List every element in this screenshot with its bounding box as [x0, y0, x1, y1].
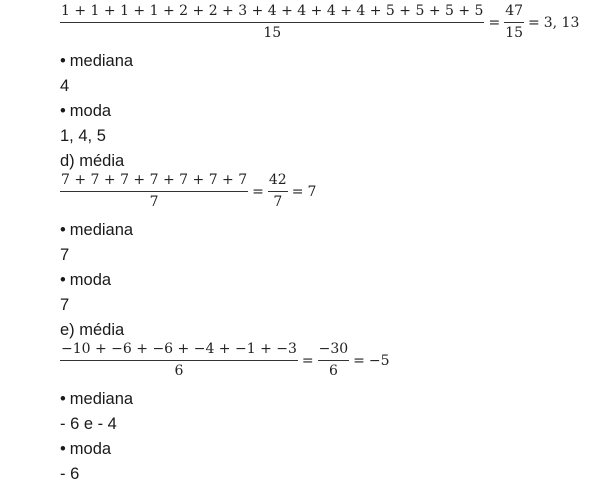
e-result-denominator: 6: [328, 363, 338, 379]
bullet: •: [60, 221, 66, 239]
solution-page: [60, 0, 602, 494]
bullet: •: [60, 52, 66, 70]
c-mean-equation: [60, 3, 579, 42]
e-mean-fraction: [60, 341, 298, 380]
bullet: •: [60, 440, 66, 458]
d-result-numerator: 42: [268, 172, 288, 192]
d-mode-label: moda: [69, 271, 112, 289]
d-equals-1: =: [252, 183, 264, 200]
e-result-fraction: [318, 341, 350, 380]
bullet: •: [60, 390, 66, 408]
c-mode-label-line: [60, 101, 111, 121]
e-mean-numerator: −10 + −6 + −6 + −4 + −1 + −3: [60, 341, 298, 361]
d-equals-2: =: [291, 183, 304, 200]
c-equals-1: =: [488, 14, 501, 31]
d-heading: d) média: [60, 152, 125, 170]
c-median-value: 4: [60, 77, 70, 95]
c-result-fraction: [504, 3, 524, 42]
e-median-label-line: [60, 389, 133, 409]
c-result-numerator: 47: [504, 3, 524, 23]
c-mode-label: moda: [69, 102, 112, 120]
c-mean-fraction: [60, 3, 484, 42]
c-mean-numerator: 1 + 1 + 1 + 1 + 2 + 2 + 3 + 4 + 4 + 4 + 4 + 5 + 5 + 5 + 5: [60, 3, 484, 23]
e-equals-2: =: [353, 352, 365, 369]
e-equals-1: =: [301, 352, 314, 369]
c-mean-denominator: 15: [263, 25, 282, 41]
e-mode-value: - 6: [60, 465, 80, 483]
e-median-value: - 6 e - 4: [60, 415, 117, 433]
e-result-numerator: −30: [318, 341, 350, 361]
e-mean-equation: [60, 341, 390, 380]
c-median-label-line: [60, 51, 133, 71]
e-mean-denominator: 6: [174, 363, 184, 379]
d-mode-value: 7: [60, 296, 70, 314]
d-mean-numerator: 7 + 7 + 7 + 7 + 7 + 7 + 7: [60, 172, 248, 192]
d-median-label: mediana: [69, 221, 134, 239]
c-median-label: mediana: [69, 52, 134, 70]
c-equals-2: =: [528, 14, 540, 31]
bullet: •: [60, 271, 66, 289]
d-mean-result: 7: [307, 183, 317, 200]
c-mean-result: 3, 13: [543, 14, 580, 31]
d-median-label-line: [60, 220, 133, 240]
d-median-value: 7: [60, 246, 70, 264]
e-median-label: mediana: [69, 390, 134, 408]
d-mode-label-line: [60, 270, 111, 290]
e-mode-label-line: [60, 439, 111, 459]
e-mean-result: −5: [368, 352, 390, 369]
c-result-denominator: 15: [505, 25, 524, 41]
d-mean-denominator: 7: [149, 194, 159, 210]
e-heading: e) média: [60, 321, 125, 339]
d-mean-fraction: [60, 172, 248, 211]
e-mode-label: moda: [69, 440, 112, 458]
d-mean-equation: [60, 172, 316, 211]
c-mode-value: 1, 4, 5: [60, 127, 106, 145]
d-result-fraction: [268, 172, 288, 211]
bullet: •: [60, 102, 66, 120]
d-result-denominator: 7: [273, 194, 283, 210]
